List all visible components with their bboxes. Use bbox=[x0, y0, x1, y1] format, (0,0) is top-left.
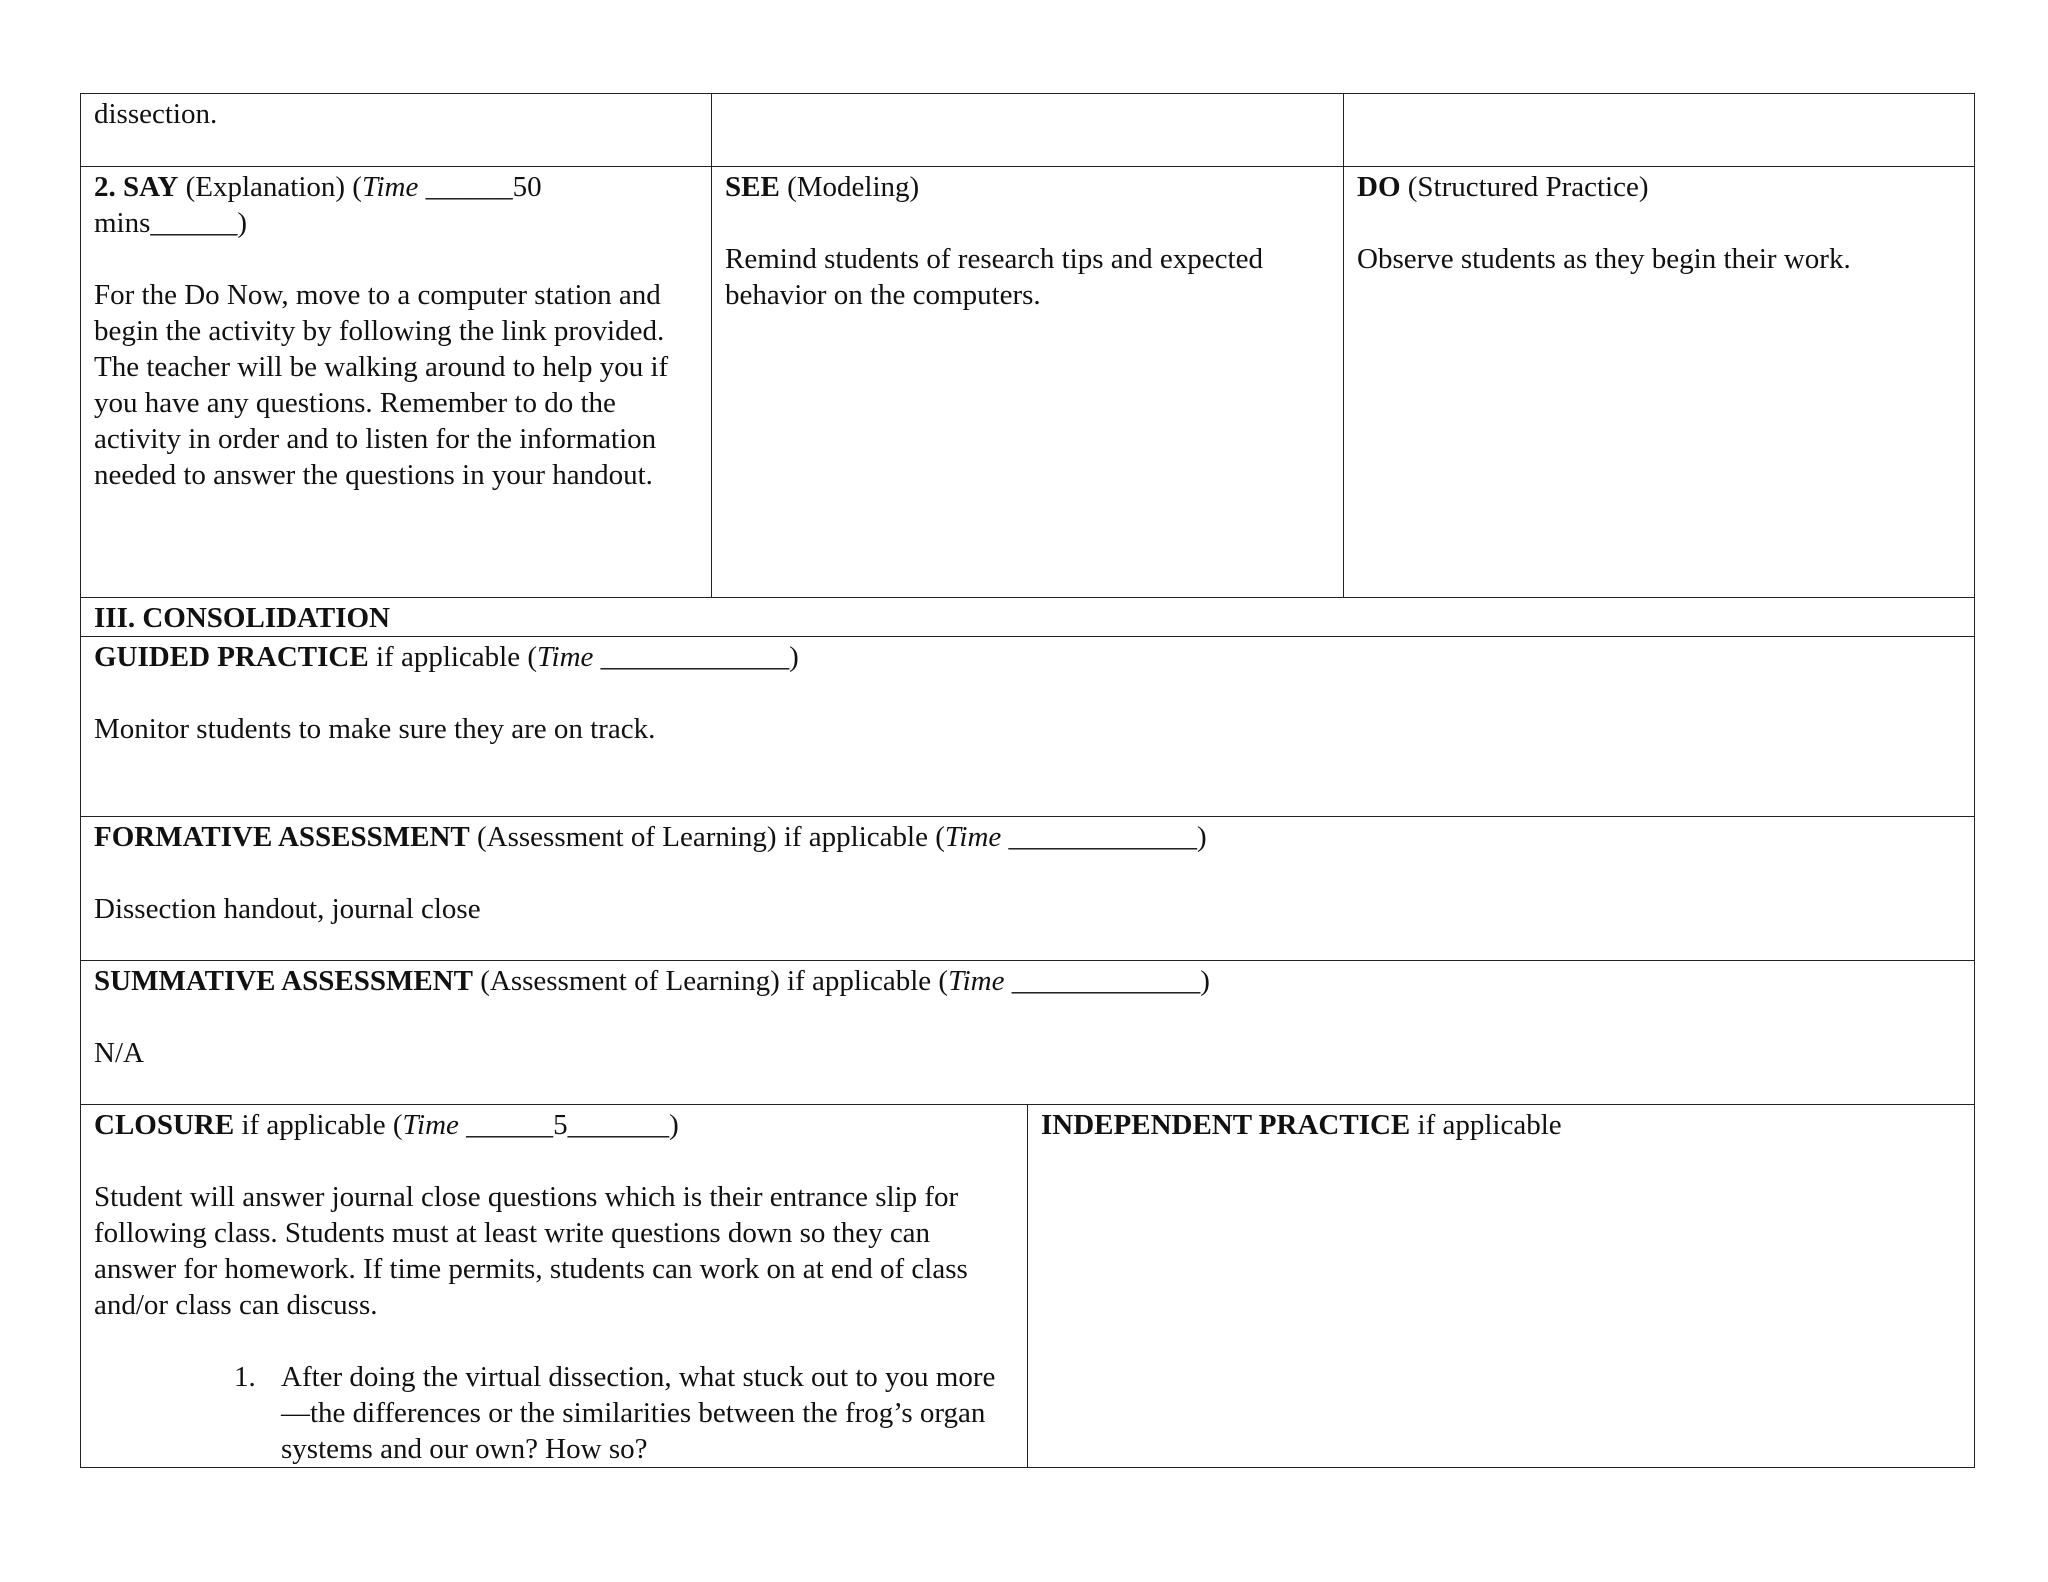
guided-practice-row bbox=[81, 637, 1975, 817]
continuation-cell-3 bbox=[1344, 94, 1975, 167]
closure-cell bbox=[81, 1105, 1028, 1468]
formative-row bbox=[81, 817, 1975, 961]
question-text: After doing the virtual dissection, what stuck out to you more—the differences or the similarities between the frog’s organ systems and our own? How so? bbox=[281, 1361, 996, 1465]
continuation-cell-1 bbox=[81, 94, 712, 167]
consolidation-row bbox=[81, 598, 1975, 637]
summative-body: N/A bbox=[94, 1037, 144, 1069]
summative-row bbox=[81, 961, 1975, 1105]
do-cell bbox=[1344, 167, 1975, 598]
guided-practice-body: Monitor students to make sure they are on track. bbox=[94, 713, 656, 745]
independent-practice-cell bbox=[1028, 1105, 1975, 1468]
summative-heading: SUMMATIVE ASSESSMENT (Assessment of Learning) if applicable (Time _____________) bbox=[94, 965, 1210, 997]
guided-practice-cell bbox=[81, 637, 1975, 817]
consolidation-cell bbox=[81, 598, 1975, 637]
continuation-text: dissection. bbox=[94, 98, 218, 130]
say-body: For the Do Now, move to a computer station and begin the activity by following the link provided. The teacher will be walking around to help you if you have any questions. Remember to do the activity in order and to listen for the information needed to answer the questions in your handout. bbox=[94, 279, 669, 491]
say-see-do-row bbox=[81, 167, 1975, 598]
say-cell bbox=[81, 167, 712, 598]
say-heading: 2. SAY (Explanation) (Time ______50 mins______) bbox=[94, 171, 542, 239]
see-body: Remind students of research tips and expected behavior on the computers. bbox=[725, 243, 1263, 311]
closure-heading: CLOSURE if applicable (Time ______5_______) bbox=[94, 1109, 679, 1141]
formative-heading: FORMATIVE ASSESSMENT (Assessment of Learning) if applicable (Time _____________) bbox=[94, 821, 1207, 853]
do-body: Observe students as they begin their work. bbox=[1357, 243, 1851, 275]
guided-practice-heading: GUIDED PRACTICE if applicable (Time _____________) bbox=[94, 641, 799, 673]
do-heading: DO (Structured Practice) bbox=[1357, 171, 1649, 203]
consolidation-title: III. CONSOLIDATION bbox=[94, 602, 390, 634]
independent-practice-heading: INDEPENDENT PRACTICE if applicable bbox=[1041, 1109, 1562, 1141]
see-heading: SEE (Modeling) bbox=[725, 171, 920, 203]
closure-question-list bbox=[94, 1359, 1015, 1467]
formative-body: Dissection handout, journal close bbox=[94, 893, 481, 925]
see-cell bbox=[712, 167, 1344, 598]
summative-cell bbox=[81, 961, 1975, 1105]
list-item bbox=[94, 1359, 1015, 1467]
formative-cell bbox=[81, 817, 1975, 961]
lesson-plan-page bbox=[80, 93, 1974, 1468]
continuation-cell-2 bbox=[712, 94, 1344, 167]
closure-body: Student will answer journal close questions which is their entrance slip for following class. Students must at least write questions down so they can answer for homework. If time permits, students can work on at end of class and/or class can discuss. bbox=[94, 1181, 968, 1321]
lesson-plan-table bbox=[80, 93, 1975, 1468]
continuation-row bbox=[81, 94, 1975, 167]
closure-row bbox=[81, 1105, 1975, 1468]
question-number: 1. bbox=[234, 1361, 256, 1393]
